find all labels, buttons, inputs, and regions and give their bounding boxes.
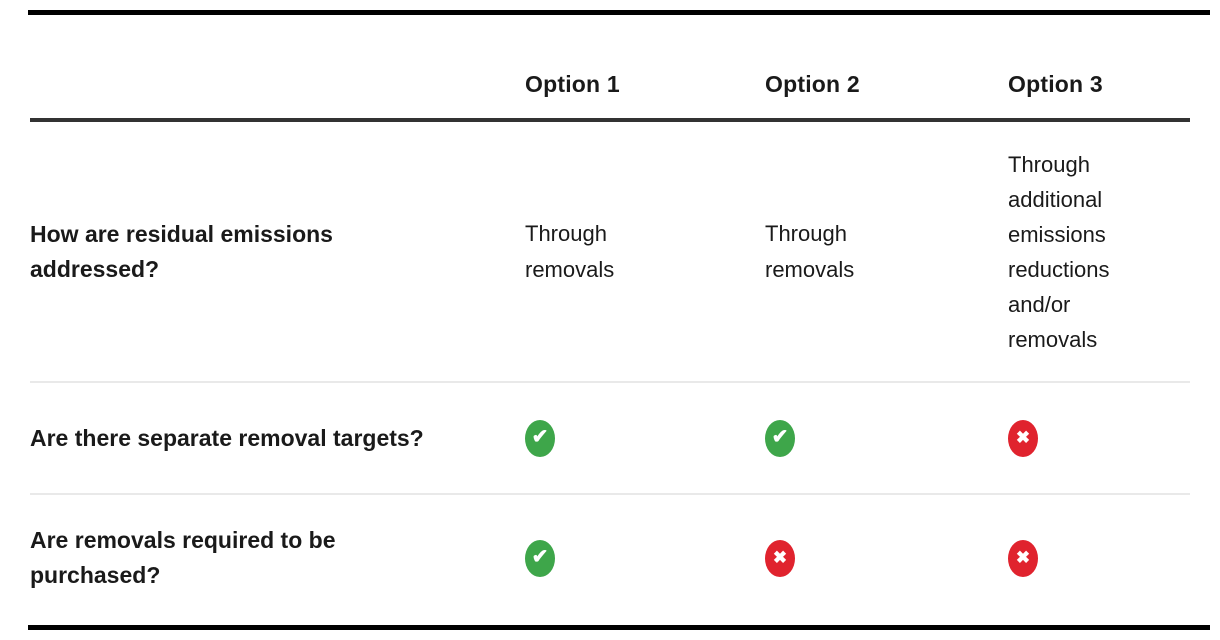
cell-option-2 — [765, 420, 1008, 457]
row-label: Are there separate removal targets? — [30, 424, 424, 451]
table-header-row — [30, 10, 1190, 122]
cell-text: Through removals — [525, 220, 615, 282]
column-header-option-1: Option 1 — [525, 71, 620, 97]
cell-option-1 — [525, 420, 765, 457]
mark-glyph: ✖ — [772, 547, 788, 567]
table-row-residual-emissions — [30, 122, 1190, 383]
check-icon — [525, 540, 555, 577]
cell-option-2 — [765, 216, 1008, 288]
mark-glyph: ✔ — [531, 426, 549, 448]
cell-text: Through additional emissions reductions and/or removals — [1008, 151, 1110, 352]
table-row-removals-purchased — [30, 495, 1190, 621]
check-icon — [765, 420, 795, 457]
cell-option-3 — [1008, 420, 1190, 457]
table-row-separate-targets — [30, 383, 1190, 495]
cross-icon — [765, 540, 795, 577]
cell-option-1 — [525, 540, 765, 577]
cross-icon — [1008, 420, 1038, 457]
cross-icon — [1008, 540, 1038, 577]
cell-option-3 — [1008, 147, 1190, 357]
row-label: Are removals required to be purchased? — [30, 527, 336, 588]
cell-text: Through removals — [765, 220, 855, 282]
mark-glyph: ✖ — [1015, 547, 1031, 567]
mark-glyph: ✖ — [1015, 427, 1031, 447]
column-header-option-3: Option 3 — [1008, 71, 1103, 97]
comparison-table — [30, 10, 1190, 621]
column-header-option-2: Option 2 — [765, 71, 860, 97]
cell-option-3 — [1008, 540, 1190, 577]
cell-option-2 — [765, 540, 1008, 577]
bottom-border-rule — [28, 625, 1210, 630]
check-icon — [525, 420, 555, 457]
mark-glyph: ✔ — [531, 546, 549, 568]
cell-option-1 — [525, 216, 765, 288]
row-label: How are residual emissions addressed? — [30, 220, 333, 282]
mark-glyph: ✔ — [771, 426, 789, 448]
